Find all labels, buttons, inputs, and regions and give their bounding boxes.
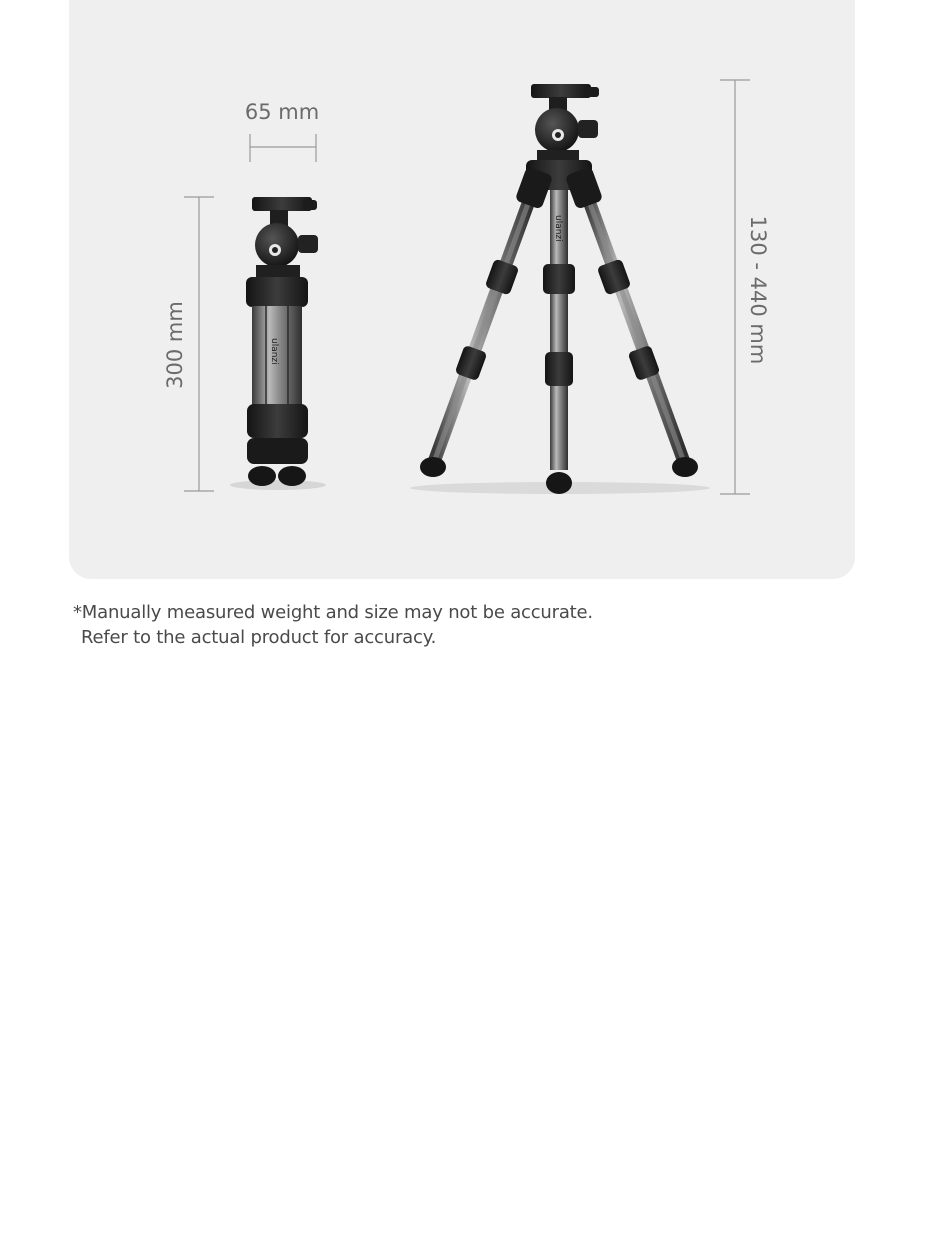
width-dimension <box>245 100 319 162</box>
disclaimer-line-2: Refer to the actual product for accuracy. <box>81 627 437 648</box>
dimension-diagram <box>0 0 930 600</box>
extended-height-dimension <box>720 80 770 494</box>
folded-tripod-image <box>230 197 326 490</box>
extended-brand-text: ulanzi <box>553 215 563 242</box>
disclaimer-line-1: *Manually measured weight and size may not be accurate. <box>73 602 593 623</box>
folded-height-dimension <box>163 197 214 491</box>
disclaimer-note <box>73 600 873 650</box>
extended-height-label: 130 - 440 mm <box>746 215 770 365</box>
folded-height-label: 300 mm <box>163 301 187 389</box>
width-label: 65 mm <box>244 100 320 124</box>
folded-brand-text: ulanzi <box>269 338 279 365</box>
extended-tripod-image <box>410 84 710 494</box>
